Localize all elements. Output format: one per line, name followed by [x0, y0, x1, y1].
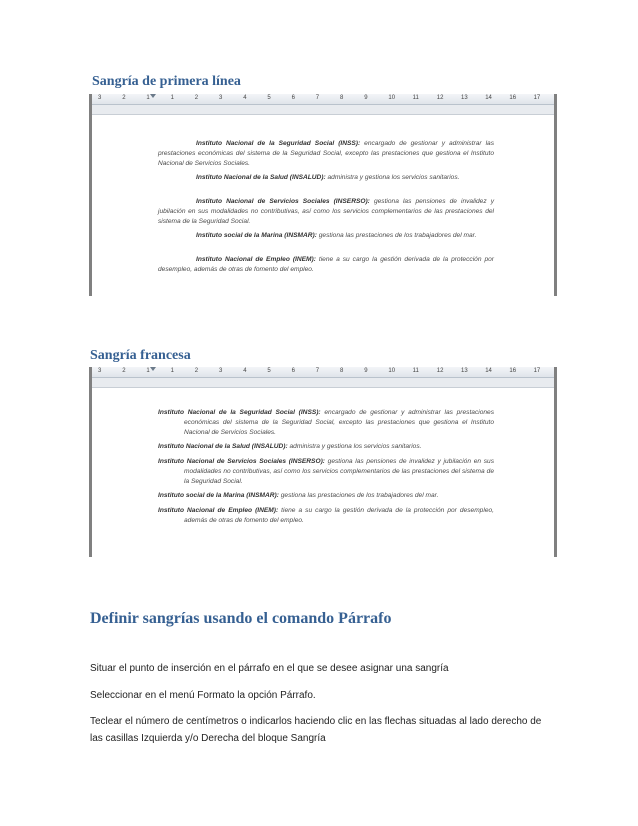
example-entry-insmar: Instituto social de la Marina (INSMAR): gestiona las prestaciones de los trabajadores del mar. [196, 232, 477, 239]
example-entry-inem: Instituto Nacional de Empleo (INEM): tiene a su cargo la gestión derivada de la protección por desempleo, además de otras de fomento del empleo. [158, 507, 494, 525]
ruler-tick-label: 17 [533, 368, 541, 374]
ruler-tick-label: 2 [122, 95, 126, 101]
ruler-tick-label: 6 [291, 368, 295, 374]
ruler-tick-label: 13 [461, 368, 468, 374]
ruler-tick-label: 4 [243, 368, 247, 374]
example-entry-inem: Instituto Nacional de Empleo (INEM): tiene a su cargo la gestión derivada de la protección por desempleo, además de otras de fomento del empleo. [158, 256, 494, 274]
page-gutter [92, 105, 554, 115]
ruler-tick-label: 9 [364, 95, 368, 101]
ruler-tick-label: 12 [436, 368, 444, 374]
instruction-step-2: Seleccionar en el menú Formato la opción Párrafo. [90, 690, 316, 701]
ruler-tick-label: 3 [98, 95, 102, 101]
ruler-tick-label: 14 [485, 95, 492, 101]
ruler-tick-label: 4 [243, 95, 247, 101]
example-entry-insmar: Instituto social de la Marina (INSMAR): gestiona las prestaciones de los trabajadores del mar. [158, 492, 439, 499]
ruler-tick-label: 9 [364, 368, 368, 374]
ruler-tick-label: 12 [436, 95, 444, 101]
ruler-tick-label: 3 [219, 368, 223, 374]
ruler-tick-label: 8 [340, 95, 344, 101]
screenshot-hanging-indent [89, 367, 557, 557]
ruler-tick-label: 13 [461, 95, 468, 101]
ruler-tick-label: 2 [122, 368, 126, 374]
page-area [92, 115, 554, 296]
ruler [92, 367, 554, 378]
ruler-tick-label: 10 [388, 368, 396, 374]
ruler [92, 94, 554, 105]
example-entry-insalud: Instituto Nacional de la Salud (INSALUD): administra y gestiona los servicios sanitarios. [196, 174, 460, 181]
ruler-tick-label: 5 [267, 95, 271, 101]
instruction-step-3: Teclear el número de centímetros o indicarlos haciendo clic en las flechas situadas al lado derecho de las casillas Izquierda y/o Derecha del bloque Sangría [90, 716, 542, 744]
ruler-tick-label: 1 [146, 95, 150, 101]
heading-first-line-indent: Sangría de primera línea [92, 74, 241, 89]
instruction-step-1: Situar el punto de inserción en el párrafo en el que se desee asignar una sangría [90, 663, 449, 674]
ruler-tick-label: 11 [412, 95, 419, 101]
ruler-tick-label: 2 [194, 368, 199, 374]
ruler-tick-label: 7 [315, 95, 320, 101]
ruler-tick-label: 3 [219, 95, 223, 101]
ruler-tick-label: 2 [194, 95, 199, 101]
ruler-tick-label: 10 [388, 95, 396, 101]
indent-marker-icon[interactable] [150, 367, 156, 371]
ruler-tick-label: 5 [267, 368, 271, 374]
example-entry-inss: Instituto Nacional de la Seguridad Social (INSS): encargado de gestionar y administrar las prestaciones económicas del sistema de la Seguridad Social, excepto las prestaciones que gestiona el Instituto Nacional de Servicios Sociales. [158, 140, 495, 168]
ruler-tick-label: 16 [509, 368, 517, 374]
ruler-tick-label: 11 [412, 368, 419, 374]
example-entry-inss: Instituto Nacional de la Seguridad Social (INSS): encargado de gestionar y administrar las prestaciones económicas del sistema de la Seguridad Social, excepto las prestaciones que gestiona el Instituto Nacional de Servicios Sociales. [158, 409, 495, 437]
ruler-tick-label: 1 [146, 368, 150, 374]
page-area [92, 388, 554, 557]
example-entry-insalud: Instituto Nacional de la Salud (INSALUD): administra y gestiona los servicios sanitarios. [158, 443, 422, 450]
heading-hanging-indent: Sangría francesa [90, 348, 191, 363]
ruler-tick-label: 3 [98, 368, 102, 374]
ruler-tick-label: 16 [509, 95, 517, 101]
page-gutter [92, 378, 554, 388]
ruler-tick-label: 17 [533, 95, 541, 101]
example-entry-inserso: Instituto Nacional de Servicios Sociales (INSERSO): gestiona las pensiones de invalidez y jubilación en sus modalidades no contributivas, así como los servicios complementarios de las prestaciones del sistema de la Seguridad Social. [158, 198, 494, 226]
indent-marker-icon[interactable] [150, 94, 156, 98]
ruler-tick-label: 8 [340, 368, 344, 374]
ruler-tick-label: 1 [170, 368, 174, 374]
ruler-tick-label: 6 [291, 95, 295, 101]
ruler-tick-label: 14 [485, 368, 492, 374]
example-entry-inserso: Instituto Nacional de Servicios Sociales (INSERSO): gestiona las pensiones de invalidez y jubilación en sus modalidades no contributivas, así como los servicios complementarios de las prestaciones del sistema de la Seguridad Social. [158, 458, 494, 486]
heading-paragraph-command: Definir sangrías usando el comando Párrafo [90, 610, 392, 627]
ruler-tick-label: 7 [315, 368, 320, 374]
screenshot-first-line-indent [89, 94, 557, 296]
ruler-tick-label: 1 [170, 95, 174, 101]
